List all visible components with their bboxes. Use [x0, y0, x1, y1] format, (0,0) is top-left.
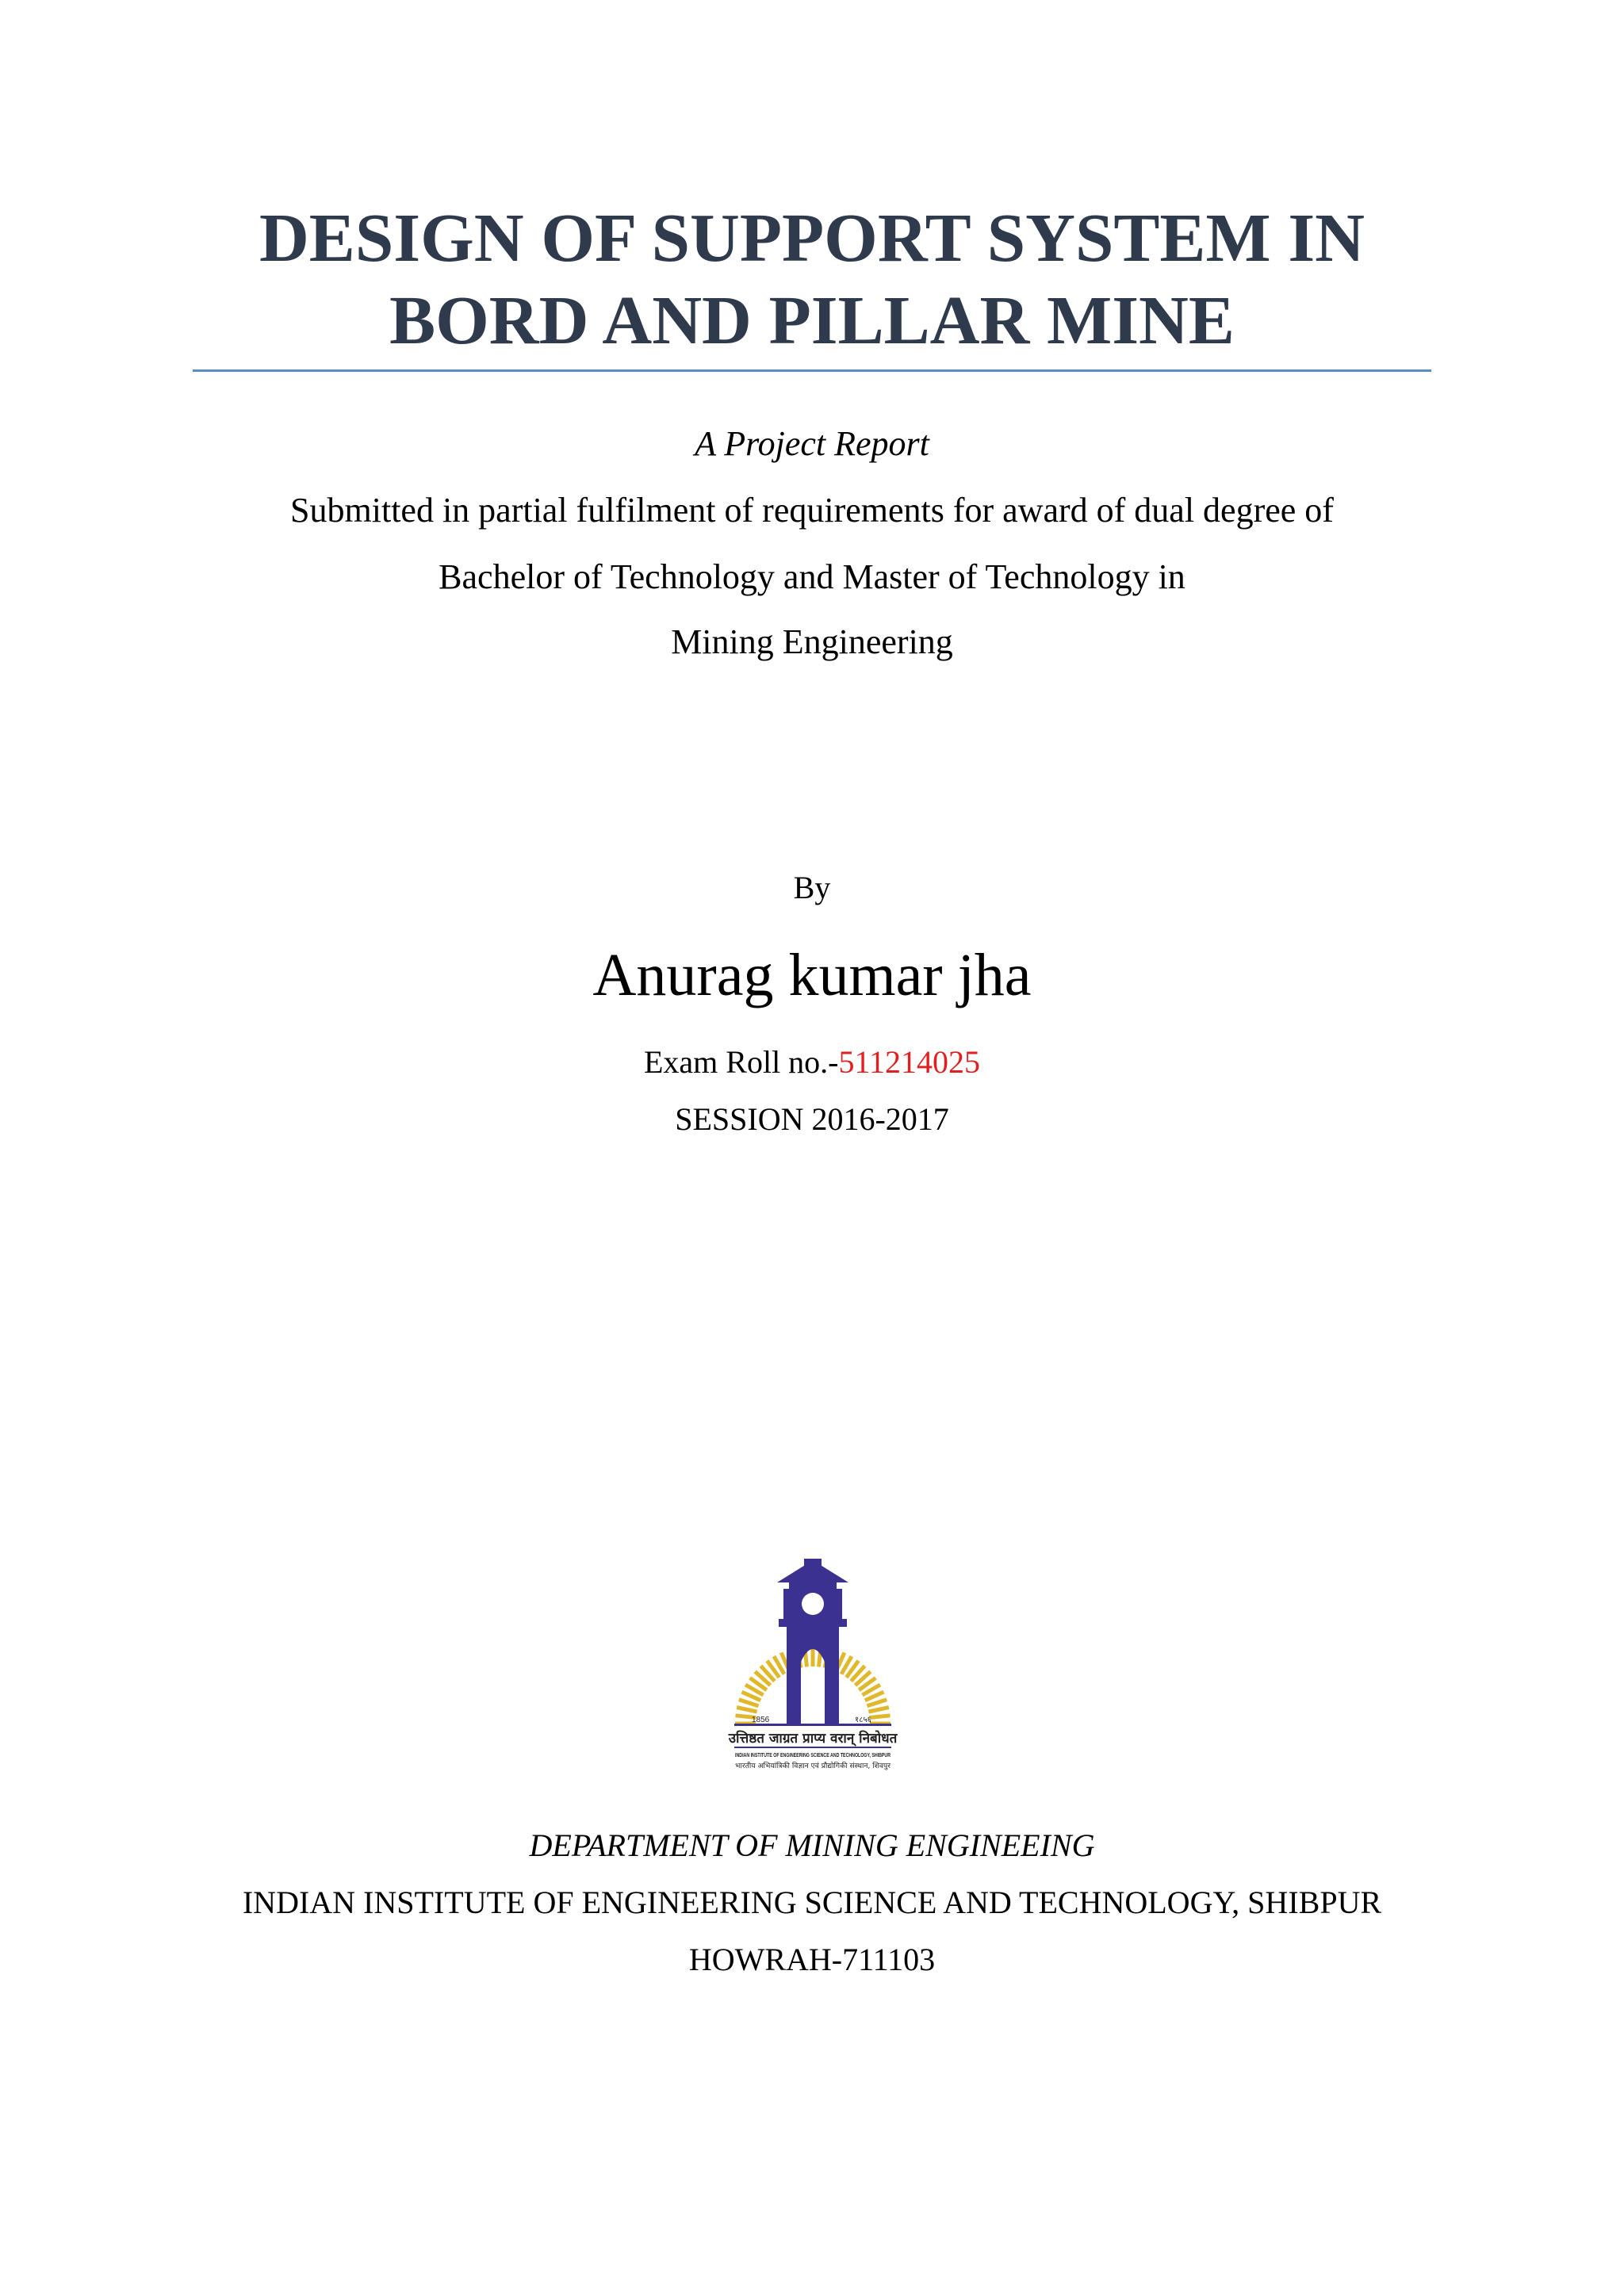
logo-motto: उत्तिष्ठत जाग्रत प्राप्य वरान् निबोधत [728, 1731, 898, 1747]
by-label: By [793, 870, 831, 905]
institute-address: HOWRAH-711103 [688, 1942, 936, 1977]
logo-year-right: १८५६ [855, 1716, 871, 1724]
sunburst-ray [868, 1700, 887, 1706]
title-divider [193, 369, 1431, 372]
logo-underline [734, 1747, 891, 1748]
report-subtitle: A Project Report [695, 424, 929, 463]
logo-arch [787, 1627, 839, 1724]
logo-year-left: 1856 [752, 1716, 770, 1724]
institute-name: INDIAN INSTITUTE OF ENGINEERING SCIENCE AND TECHNOLOGY, SHIBPUR [242, 1885, 1382, 1920]
logo-chimney [804, 1559, 822, 1567]
sunburst-ray [737, 1708, 757, 1712]
session: SESSION 2016-2017 [675, 1101, 949, 1137]
department-name: DEPARTMENT OF MINING ENGINEEING [529, 1827, 1095, 1863]
title-line-2: BORD AND PILLAR MINE [389, 281, 1235, 358]
logo-circle [802, 1593, 824, 1615]
report-description-line-2: Bachelor of Technology and Master of Technology in [439, 557, 1185, 596]
logo-institute-hindi: भारतीय अभियांत्रिकी विज्ञान एवं प्रौद्योगिकी संस्थान, शिवपुर [735, 1762, 887, 1770]
logo-ledge [779, 1619, 847, 1627]
logo-institute-english: INDIAN INSTITUTE OF ENGINEERING SCIENCE AND TECHNOLOGY, SHIBPUR [735, 1751, 891, 1758]
title-line-1: DESIGN OF SUPPORT SYSTEM IN [259, 199, 1365, 276]
institute-logo [698, 1559, 928, 1789]
exam-roll [0, 1040, 1624, 1085]
sunburst-ray [870, 1716, 891, 1718]
sunburst-rays [735, 1646, 891, 1724]
roll-number: 511214025 [838, 1044, 981, 1080]
sunburst-ray [868, 1708, 889, 1712]
sunburst-ray [739, 1700, 759, 1706]
document-title [190, 197, 1434, 362]
report-description-line-1: Submitted in partial fulfilment of requirements for award of dual degree of [290, 491, 1334, 530]
roll-label: Exam Roll no.- [643, 1044, 839, 1080]
author-name: Anurag kumar jha [592, 942, 1032, 1008]
report-description-line-3: Mining Engineering [671, 622, 953, 661]
